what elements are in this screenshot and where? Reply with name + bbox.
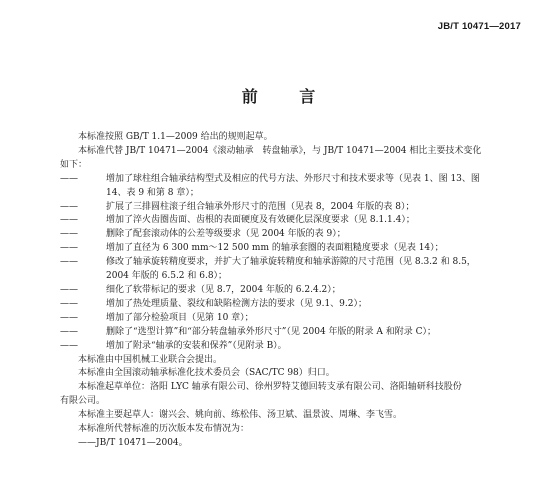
dash-marker: —— — [60, 215, 78, 226]
foreword-body — [60, 131, 524, 451]
change-item — [60, 284, 524, 298]
dash-marker: —— — [60, 257, 78, 268]
change-text: 细化了软带标记的要求（见 8.7，2004 年版的 6.2.4.2）； — [106, 284, 341, 295]
dash-marker: —— — [60, 284, 78, 295]
change-item — [60, 312, 524, 326]
dash-marker: —— — [60, 173, 78, 184]
dash-marker: —— — [60, 229, 78, 240]
paragraph-history: 本标准所代替标准的历次版本发布情况为： — [78, 424, 250, 435]
standard-code: JB/T 10471—2017 — [437, 21, 521, 32]
change-text-continuation: 14、表 9 和第 8 章）； — [106, 187, 199, 198]
change-item — [60, 256, 524, 270]
paragraph-drafting-units-line1: 本标准起草单位：洛阳 LYC 轴承有限公司、徐州罗特艾德回转支承有限公司、洛阳轴研科技股份 — [78, 382, 462, 393]
change-item — [60, 340, 524, 354]
change-text: 删除了配套滚动体的公差等级要求（见 2004 年版的表 9）； — [106, 229, 346, 240]
paragraph-drafting-rules: 本标准按照 GB/T 1.1—2009 给出的规则起草。 — [78, 132, 273, 142]
change-item — [60, 214, 524, 228]
change-text: 增加了部分检验项目（见第 10 章）； — [106, 312, 254, 323]
change-item — [60, 228, 524, 242]
change-item — [60, 201, 524, 215]
change-text: 扩展了三排圆柱滚子组合轴承外形尺寸的范围（见表 8，2004 年版的表 8）； — [106, 201, 415, 212]
paragraph-committee: 本标准由全国滚动轴承标准化技术委员会（SAC/TC 98）归口。 — [78, 368, 335, 379]
paragraph-proposer: 本标准由中国机械工业联合会提出。 — [78, 354, 223, 365]
change-text-continuation: 2004 年版的 6.5.2 和 6.8）； — [106, 271, 228, 282]
dash-marker: —— — [60, 312, 78, 323]
paragraph-previous-edition: ——JB/T 10471—2004。 — [78, 437, 188, 448]
dash-marker: —— — [60, 340, 78, 351]
paragraph-drafting-units-line2: 有限公司。 — [60, 396, 106, 407]
change-item — [60, 326, 524, 340]
change-item — [60, 242, 524, 256]
change-text: 删除了“选型计算”和“部分转盘轴承外形尺寸”（见 2004 年版的附录 A 和附录 C）； — [106, 326, 437, 337]
dash-marker: —— — [60, 243, 78, 254]
change-text: 增加了附录“轴承的安装和保养”（见附录 B）。 — [106, 340, 287, 351]
page-title: 前 言 — [241, 87, 334, 106]
change-item — [60, 298, 524, 312]
paragraph-replaces-line2: 如下： — [60, 159, 88, 170]
paragraph-replaces-line1: 本标准代替 JB/T 10471—2004《滚动轴承 转盘轴承》，与 JB/T 10471—2004 相比主要技术变化 — [78, 145, 482, 156]
dash-marker: —— — [60, 201, 78, 212]
change-text: 增加了热处理质量、裂纹和缺陷检测方法的要求（见 9.1、9.2）； — [106, 298, 367, 309]
change-text: 修改了轴承旋转精度要求，并扩大了轴承旋转精度和轴承游隙的尺寸范围（见 8.3.2 和 8.5， — [106, 257, 476, 268]
change-text: 增加了淬火齿圈齿面、齿根的表面硬度及有效硬化层深度要求（见 8.1.1.4）； — [106, 215, 415, 226]
dash-marker: —— — [60, 326, 78, 337]
change-item — [60, 173, 524, 187]
change-text: 增加了球柱组合轴承结构型式及相应的代号方法、外形尺寸和技术要求等（见表 1、图 13、图 — [106, 173, 480, 184]
paragraph-drafters: 本标准主要起草人：谢兴会、姚向前、练松伟、汤卫斌、温景波、周琳、李飞雪。 — [78, 410, 403, 421]
dash-marker: —— — [60, 298, 78, 309]
change-text: 增加了直径为 6 300 mm～12 500 mm 的轴承套圈的表面粗糙度要求（见表 14）； — [106, 243, 444, 254]
